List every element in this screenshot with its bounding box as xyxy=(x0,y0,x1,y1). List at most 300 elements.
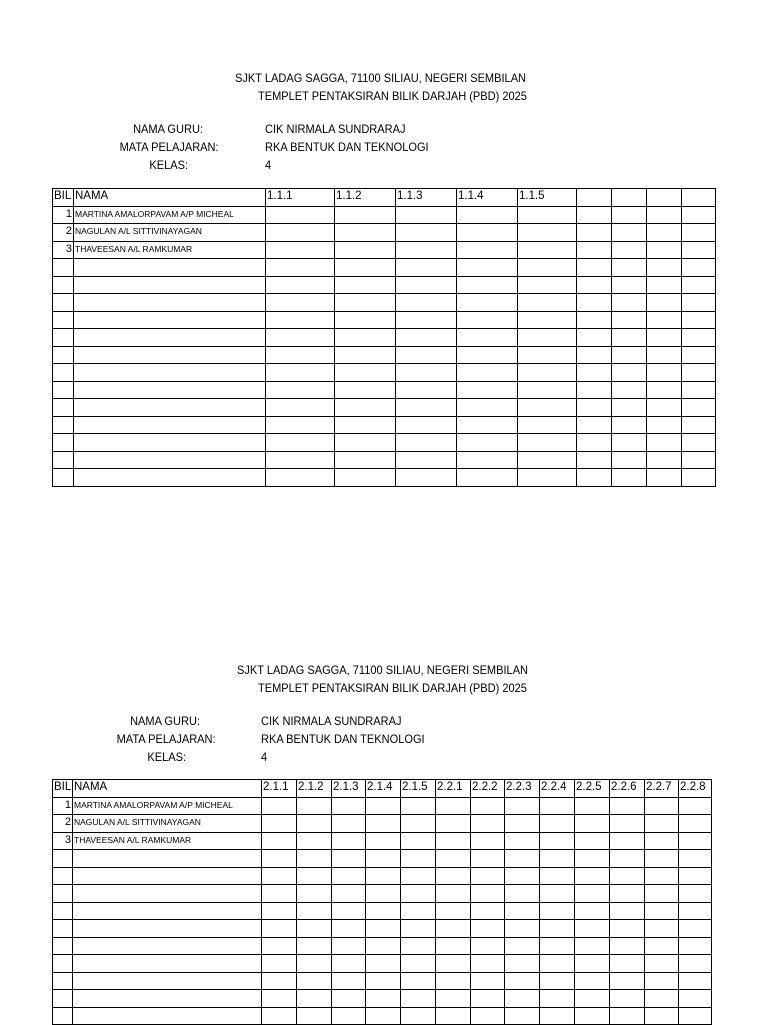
score-cell[interactable] xyxy=(262,1007,297,1025)
score-cell[interactable] xyxy=(575,937,610,955)
score-cell[interactable] xyxy=(577,434,612,452)
score-cell[interactable] xyxy=(396,346,457,364)
score-cell[interactable] xyxy=(366,955,401,973)
score-cell[interactable] xyxy=(645,920,679,938)
empty-cell[interactable] xyxy=(74,416,266,434)
score-cell[interactable] xyxy=(297,937,332,955)
empty-cell[interactable] xyxy=(73,867,262,885)
score-cell[interactable] xyxy=(682,206,716,224)
score-cell[interactable] xyxy=(647,364,682,382)
score-cell[interactable] xyxy=(457,399,518,417)
score-cell[interactable] xyxy=(457,364,518,382)
score-cell[interactable] xyxy=(401,937,436,955)
score-cell[interactable] xyxy=(332,885,366,903)
score-cell[interactable] xyxy=(436,815,471,833)
score-cell[interactable] xyxy=(262,885,297,903)
empty-cell[interactable] xyxy=(74,276,266,294)
score-cell[interactable] xyxy=(505,1007,540,1025)
score-cell[interactable] xyxy=(332,920,366,938)
score-cell[interactable] xyxy=(645,1007,679,1025)
score-cell[interactable] xyxy=(612,469,647,487)
score-cell[interactable] xyxy=(540,1007,575,1025)
score-cell[interactable] xyxy=(335,329,396,347)
score-cell[interactable] xyxy=(647,206,682,224)
score-cell[interactable] xyxy=(297,850,332,868)
score-cell[interactable] xyxy=(366,797,401,815)
score-cell[interactable] xyxy=(647,434,682,452)
score-cell[interactable] xyxy=(518,469,577,487)
score-cell[interactable] xyxy=(679,867,712,885)
score-cell[interactable] xyxy=(332,955,366,973)
score-cell[interactable] xyxy=(297,815,332,833)
score-cell[interactable] xyxy=(612,416,647,434)
score-cell[interactable] xyxy=(332,990,366,1008)
score-cell[interactable] xyxy=(266,311,335,329)
score-cell[interactable] xyxy=(612,451,647,469)
score-cell[interactable] xyxy=(518,276,577,294)
score-cell[interactable] xyxy=(612,346,647,364)
score-cell[interactable] xyxy=(457,451,518,469)
empty-cell[interactable] xyxy=(74,259,266,277)
score-cell[interactable] xyxy=(266,329,335,347)
score-cell[interactable] xyxy=(396,399,457,417)
empty-cell[interactable] xyxy=(74,451,266,469)
score-cell[interactable] xyxy=(436,867,471,885)
score-cell[interactable] xyxy=(540,867,575,885)
score-cell[interactable] xyxy=(575,850,610,868)
score-cell[interactable] xyxy=(575,990,610,1008)
score-cell[interactable] xyxy=(575,797,610,815)
score-cell[interactable] xyxy=(401,920,436,938)
score-cell[interactable] xyxy=(518,329,577,347)
score-cell[interactable] xyxy=(577,451,612,469)
score-cell[interactable] xyxy=(505,955,540,973)
score-cell[interactable] xyxy=(518,311,577,329)
score-cell[interactable] xyxy=(679,850,712,868)
score-cell[interactable] xyxy=(457,329,518,347)
score-cell[interactable] xyxy=(436,885,471,903)
score-cell[interactable] xyxy=(575,920,610,938)
score-cell[interactable] xyxy=(540,797,575,815)
empty-cell[interactable] xyxy=(74,311,266,329)
score-cell[interactable] xyxy=(679,990,712,1008)
score-cell[interactable] xyxy=(401,832,436,850)
score-cell[interactable] xyxy=(682,434,716,452)
score-cell[interactable] xyxy=(297,867,332,885)
score-cell[interactable] xyxy=(457,241,518,259)
score-cell[interactable] xyxy=(505,902,540,920)
score-cell[interactable] xyxy=(575,832,610,850)
score-cell[interactable] xyxy=(682,311,716,329)
score-cell[interactable] xyxy=(575,885,610,903)
score-cell[interactable] xyxy=(396,381,457,399)
score-cell[interactable] xyxy=(366,1007,401,1025)
score-cell[interactable] xyxy=(401,1007,436,1025)
score-cell[interactable] xyxy=(540,990,575,1008)
score-cell[interactable] xyxy=(575,902,610,920)
score-cell[interactable] xyxy=(471,902,505,920)
score-cell[interactable] xyxy=(262,937,297,955)
score-cell[interactable] xyxy=(396,434,457,452)
empty-cell[interactable] xyxy=(73,990,262,1008)
score-cell[interactable] xyxy=(401,885,436,903)
score-cell[interactable] xyxy=(610,937,645,955)
score-cell[interactable] xyxy=(262,850,297,868)
score-cell[interactable] xyxy=(436,797,471,815)
empty-cell[interactable] xyxy=(53,1007,73,1025)
score-cell[interactable] xyxy=(505,797,540,815)
score-cell[interactable] xyxy=(612,294,647,312)
score-cell[interactable] xyxy=(577,259,612,277)
score-cell[interactable] xyxy=(645,797,679,815)
score-cell[interactable] xyxy=(266,206,335,224)
score-cell[interactable] xyxy=(297,832,332,850)
empty-cell[interactable] xyxy=(74,434,266,452)
score-cell[interactable] xyxy=(335,381,396,399)
empty-cell[interactable] xyxy=(53,329,74,347)
score-cell[interactable] xyxy=(610,920,645,938)
score-cell[interactable] xyxy=(645,885,679,903)
score-cell[interactable] xyxy=(577,294,612,312)
score-cell[interactable] xyxy=(266,381,335,399)
score-cell[interactable] xyxy=(612,224,647,242)
score-cell[interactable] xyxy=(612,206,647,224)
score-cell[interactable] xyxy=(335,241,396,259)
score-cell[interactable] xyxy=(436,850,471,868)
score-cell[interactable] xyxy=(335,434,396,452)
score-cell[interactable] xyxy=(610,902,645,920)
score-cell[interactable] xyxy=(505,990,540,1008)
score-cell[interactable] xyxy=(396,224,457,242)
score-cell[interactable] xyxy=(266,346,335,364)
score-cell[interactable] xyxy=(471,955,505,973)
score-cell[interactable] xyxy=(679,972,712,990)
score-cell[interactable] xyxy=(679,832,712,850)
score-cell[interactable] xyxy=(577,224,612,242)
score-cell[interactable] xyxy=(645,832,679,850)
score-cell[interactable] xyxy=(540,920,575,938)
score-cell[interactable] xyxy=(297,902,332,920)
score-cell[interactable] xyxy=(610,990,645,1008)
score-cell[interactable] xyxy=(332,797,366,815)
score-cell[interactable] xyxy=(577,364,612,382)
score-cell[interactable] xyxy=(396,241,457,259)
score-cell[interactable] xyxy=(396,276,457,294)
score-cell[interactable] xyxy=(505,972,540,990)
score-cell[interactable] xyxy=(612,364,647,382)
empty-cell[interactable] xyxy=(53,434,74,452)
score-cell[interactable] xyxy=(436,920,471,938)
score-cell[interactable] xyxy=(610,797,645,815)
empty-cell[interactable] xyxy=(73,885,262,903)
score-cell[interactable] xyxy=(540,972,575,990)
score-cell[interactable] xyxy=(297,955,332,973)
score-cell[interactable] xyxy=(679,815,712,833)
score-cell[interactable] xyxy=(610,832,645,850)
score-cell[interactable] xyxy=(682,451,716,469)
score-cell[interactable] xyxy=(266,364,335,382)
score-cell[interactable] xyxy=(577,346,612,364)
score-cell[interactable] xyxy=(396,469,457,487)
score-cell[interactable] xyxy=(471,972,505,990)
score-cell[interactable] xyxy=(366,885,401,903)
score-cell[interactable] xyxy=(540,955,575,973)
empty-cell[interactable] xyxy=(53,469,74,487)
score-cell[interactable] xyxy=(577,241,612,259)
empty-cell[interactable] xyxy=(73,1007,262,1025)
score-cell[interactable] xyxy=(610,955,645,973)
empty-cell[interactable] xyxy=(53,364,74,382)
empty-cell[interactable] xyxy=(53,381,74,399)
score-cell[interactable] xyxy=(647,329,682,347)
score-cell[interactable] xyxy=(471,1007,505,1025)
score-cell[interactable] xyxy=(471,885,505,903)
score-cell[interactable] xyxy=(457,276,518,294)
score-cell[interactable] xyxy=(505,885,540,903)
score-cell[interactable] xyxy=(518,364,577,382)
score-cell[interactable] xyxy=(518,241,577,259)
score-cell[interactable] xyxy=(471,850,505,868)
score-cell[interactable] xyxy=(647,276,682,294)
score-cell[interactable] xyxy=(540,885,575,903)
score-cell[interactable] xyxy=(396,329,457,347)
score-cell[interactable] xyxy=(647,469,682,487)
score-cell[interactable] xyxy=(401,815,436,833)
score-cell[interactable] xyxy=(647,311,682,329)
score-cell[interactable] xyxy=(645,902,679,920)
score-cell[interactable] xyxy=(679,885,712,903)
score-cell[interactable] xyxy=(266,434,335,452)
score-cell[interactable] xyxy=(575,972,610,990)
score-cell[interactable] xyxy=(457,224,518,242)
score-cell[interactable] xyxy=(266,399,335,417)
empty-cell[interactable] xyxy=(74,399,266,417)
score-cell[interactable] xyxy=(645,867,679,885)
empty-cell[interactable] xyxy=(53,399,74,417)
score-cell[interactable] xyxy=(332,815,366,833)
score-cell[interactable] xyxy=(575,867,610,885)
score-cell[interactable] xyxy=(297,797,332,815)
score-cell[interactable] xyxy=(457,311,518,329)
score-cell[interactable] xyxy=(335,259,396,277)
score-cell[interactable] xyxy=(262,797,297,815)
score-cell[interactable] xyxy=(645,972,679,990)
score-cell[interactable] xyxy=(335,451,396,469)
score-cell[interactable] xyxy=(575,815,610,833)
score-cell[interactable] xyxy=(518,399,577,417)
empty-cell[interactable] xyxy=(53,259,74,277)
score-cell[interactable] xyxy=(471,815,505,833)
score-cell[interactable] xyxy=(518,259,577,277)
score-cell[interactable] xyxy=(266,416,335,434)
score-cell[interactable] xyxy=(266,241,335,259)
score-cell[interactable] xyxy=(401,867,436,885)
empty-cell[interactable] xyxy=(74,469,266,487)
score-cell[interactable] xyxy=(366,832,401,850)
score-cell[interactable] xyxy=(332,1007,366,1025)
score-cell[interactable] xyxy=(335,364,396,382)
score-cell[interactable] xyxy=(540,902,575,920)
score-cell[interactable] xyxy=(396,451,457,469)
empty-cell[interactable] xyxy=(73,955,262,973)
score-cell[interactable] xyxy=(612,241,647,259)
score-cell[interactable] xyxy=(366,990,401,1008)
score-cell[interactable] xyxy=(682,364,716,382)
score-cell[interactable] xyxy=(612,276,647,294)
score-cell[interactable] xyxy=(335,206,396,224)
score-cell[interactable] xyxy=(332,972,366,990)
score-cell[interactable] xyxy=(679,797,712,815)
empty-cell[interactable] xyxy=(53,311,74,329)
empty-cell[interactable] xyxy=(53,937,73,955)
empty-cell[interactable] xyxy=(73,902,262,920)
score-cell[interactable] xyxy=(610,850,645,868)
score-cell[interactable] xyxy=(366,937,401,955)
score-cell[interactable] xyxy=(682,224,716,242)
score-cell[interactable] xyxy=(366,867,401,885)
score-cell[interactable] xyxy=(262,815,297,833)
score-cell[interactable] xyxy=(436,902,471,920)
score-cell[interactable] xyxy=(540,850,575,868)
empty-cell[interactable] xyxy=(53,294,74,312)
score-cell[interactable] xyxy=(335,416,396,434)
score-cell[interactable] xyxy=(518,434,577,452)
score-cell[interactable] xyxy=(612,329,647,347)
score-cell[interactable] xyxy=(610,1007,645,1025)
score-cell[interactable] xyxy=(577,416,612,434)
score-cell[interactable] xyxy=(332,832,366,850)
score-cell[interactable] xyxy=(518,224,577,242)
score-cell[interactable] xyxy=(335,469,396,487)
score-cell[interactable] xyxy=(505,867,540,885)
score-cell[interactable] xyxy=(366,920,401,938)
score-cell[interactable] xyxy=(682,381,716,399)
score-cell[interactable] xyxy=(266,259,335,277)
score-cell[interactable] xyxy=(682,294,716,312)
empty-cell[interactable] xyxy=(73,920,262,938)
score-cell[interactable] xyxy=(612,259,647,277)
score-cell[interactable] xyxy=(647,294,682,312)
empty-cell[interactable] xyxy=(53,276,74,294)
score-cell[interactable] xyxy=(679,920,712,938)
score-cell[interactable] xyxy=(262,972,297,990)
score-cell[interactable] xyxy=(401,797,436,815)
score-cell[interactable] xyxy=(262,920,297,938)
score-cell[interactable] xyxy=(457,434,518,452)
score-cell[interactable] xyxy=(335,276,396,294)
score-cell[interactable] xyxy=(577,399,612,417)
empty-cell[interactable] xyxy=(74,329,266,347)
score-cell[interactable] xyxy=(332,867,366,885)
score-cell[interactable] xyxy=(436,937,471,955)
score-cell[interactable] xyxy=(335,294,396,312)
score-cell[interactable] xyxy=(335,311,396,329)
score-cell[interactable] xyxy=(612,434,647,452)
empty-cell[interactable] xyxy=(74,294,266,312)
score-cell[interactable] xyxy=(297,920,332,938)
score-cell[interactable] xyxy=(401,850,436,868)
score-cell[interactable] xyxy=(679,902,712,920)
score-cell[interactable] xyxy=(471,937,505,955)
empty-cell[interactable] xyxy=(73,850,262,868)
score-cell[interactable] xyxy=(577,206,612,224)
score-cell[interactable] xyxy=(266,294,335,312)
score-cell[interactable] xyxy=(396,294,457,312)
score-cell[interactable] xyxy=(366,815,401,833)
score-cell[interactable] xyxy=(577,329,612,347)
empty-cell[interactable] xyxy=(53,346,74,364)
score-cell[interactable] xyxy=(679,937,712,955)
score-cell[interactable] xyxy=(577,276,612,294)
score-cell[interactable] xyxy=(647,241,682,259)
score-cell[interactable] xyxy=(366,850,401,868)
score-cell[interactable] xyxy=(457,294,518,312)
score-cell[interactable] xyxy=(297,885,332,903)
score-cell[interactable] xyxy=(647,259,682,277)
empty-cell[interactable] xyxy=(53,990,73,1008)
score-cell[interactable] xyxy=(575,955,610,973)
score-cell[interactable] xyxy=(471,832,505,850)
empty-cell[interactable] xyxy=(53,416,74,434)
score-cell[interactable] xyxy=(518,206,577,224)
score-cell[interactable] xyxy=(266,276,335,294)
score-cell[interactable] xyxy=(297,1007,332,1025)
score-cell[interactable] xyxy=(645,955,679,973)
score-cell[interactable] xyxy=(396,206,457,224)
score-cell[interactable] xyxy=(266,451,335,469)
score-cell[interactable] xyxy=(457,259,518,277)
score-cell[interactable] xyxy=(577,311,612,329)
score-cell[interactable] xyxy=(518,451,577,469)
score-cell[interactable] xyxy=(332,850,366,868)
score-cell[interactable] xyxy=(645,990,679,1008)
score-cell[interactable] xyxy=(262,990,297,1008)
empty-cell[interactable] xyxy=(73,937,262,955)
score-cell[interactable] xyxy=(436,832,471,850)
score-cell[interactable] xyxy=(679,1007,712,1025)
score-cell[interactable] xyxy=(518,416,577,434)
score-cell[interactable] xyxy=(471,797,505,815)
score-cell[interactable] xyxy=(682,329,716,347)
score-cell[interactable] xyxy=(612,381,647,399)
score-cell[interactable] xyxy=(436,972,471,990)
score-cell[interactable] xyxy=(262,955,297,973)
score-cell[interactable] xyxy=(647,451,682,469)
score-cell[interactable] xyxy=(647,346,682,364)
score-cell[interactable] xyxy=(682,241,716,259)
score-cell[interactable] xyxy=(612,311,647,329)
score-cell[interactable] xyxy=(436,1007,471,1025)
score-cell[interactable] xyxy=(266,469,335,487)
score-cell[interactable] xyxy=(505,815,540,833)
score-cell[interactable] xyxy=(262,832,297,850)
score-cell[interactable] xyxy=(457,206,518,224)
score-cell[interactable] xyxy=(610,815,645,833)
score-cell[interactable] xyxy=(366,972,401,990)
score-cell[interactable] xyxy=(577,381,612,399)
score-cell[interactable] xyxy=(540,937,575,955)
score-cell[interactable] xyxy=(332,937,366,955)
score-cell[interactable] xyxy=(518,381,577,399)
score-cell[interactable] xyxy=(645,815,679,833)
score-cell[interactable] xyxy=(396,364,457,382)
score-cell[interactable] xyxy=(262,867,297,885)
score-cell[interactable] xyxy=(540,832,575,850)
empty-cell[interactable] xyxy=(53,902,73,920)
empty-cell[interactable] xyxy=(74,364,266,382)
score-cell[interactable] xyxy=(335,224,396,242)
score-cell[interactable] xyxy=(577,469,612,487)
